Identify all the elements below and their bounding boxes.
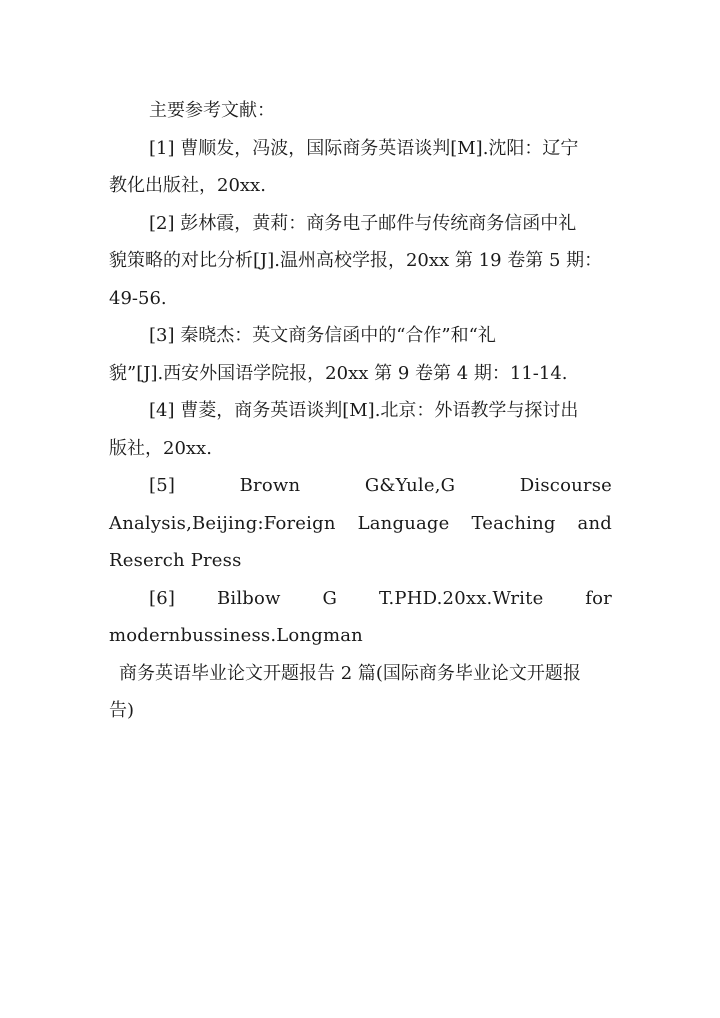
reference-6 — [109, 580, 612, 655]
reference-1-line-1: [1] 曹顺发，冯波，国际商务英语谈判[M].沈阳：辽宁 — [149, 137, 579, 159]
reference-6-word: G — [322, 587, 338, 609]
reference-1 — [109, 130, 612, 205]
references-heading: 主要参考文献： — [149, 100, 275, 121]
reference-6-word: [6] — [149, 587, 176, 609]
reference-3-line-1: [3] 秦晓杰：英文商务信函中的“合作”和“礼 — [149, 325, 496, 346]
reference-5-word: and — [577, 512, 612, 534]
reference-4-line-1: [4] 曹菱，商务英语谈判[M].北京：外语教学与探讨出 — [149, 400, 579, 421]
reference-2 — [109, 205, 612, 318]
reference-4-line-2: 版社，20xx. — [109, 437, 212, 459]
reference-6-line-1 — [109, 580, 612, 618]
reference-6-word: for — [585, 587, 612, 609]
next-article-title-line-1: 商务英语毕业论文开题报告 2 篇(国际商务毕业论文开题报 — [119, 662, 581, 684]
reference-2-line-2: 貌策略的对比分析[J].温州高校学报，20xx 第 19 卷第 5 期： — [109, 250, 603, 271]
reference-5-word: Analysis,Beijing:Foreign — [109, 512, 336, 534]
reference-5-word: G&Yule,G — [364, 475, 456, 496]
reference-5-line-2 — [109, 505, 612, 543]
next-article-title-line-2: 告) — [109, 700, 135, 721]
reference-5-line-1 — [109, 467, 612, 505]
reference-2-line-1: [2] 彭林霞，黄莉：商务电子邮件与传统商务信函中礼 — [149, 212, 577, 234]
next-article-title — [109, 655, 612, 730]
reference-5-word: Teaching — [471, 512, 556, 534]
reference-1-line-2: 教化出版社，20xx. — [109, 175, 266, 196]
reference-5-word: Discourse — [519, 475, 612, 496]
reference-4 — [109, 392, 612, 467]
reference-5-word: Language — [357, 512, 450, 534]
reference-6-word: Bilbow — [216, 587, 281, 609]
reference-5-line-3: Reserch Press — [109, 550, 242, 571]
reference-5-word: Brown — [239, 475, 301, 496]
reference-3-line-2: 貌”[J].西安外国语学院报，20xx 第 9 卷第 4 期：11-14. — [109, 362, 568, 384]
reference-3 — [109, 317, 612, 392]
reference-6-word: T.PHD.20xx.Write — [378, 587, 544, 609]
reference-5 — [109, 467, 612, 580]
reference-5-word: [5] — [149, 475, 176, 496]
reference-2-line-3: 49-56. — [109, 287, 167, 309]
reference-6-line-2: modernbussiness.Longman — [109, 625, 363, 646]
